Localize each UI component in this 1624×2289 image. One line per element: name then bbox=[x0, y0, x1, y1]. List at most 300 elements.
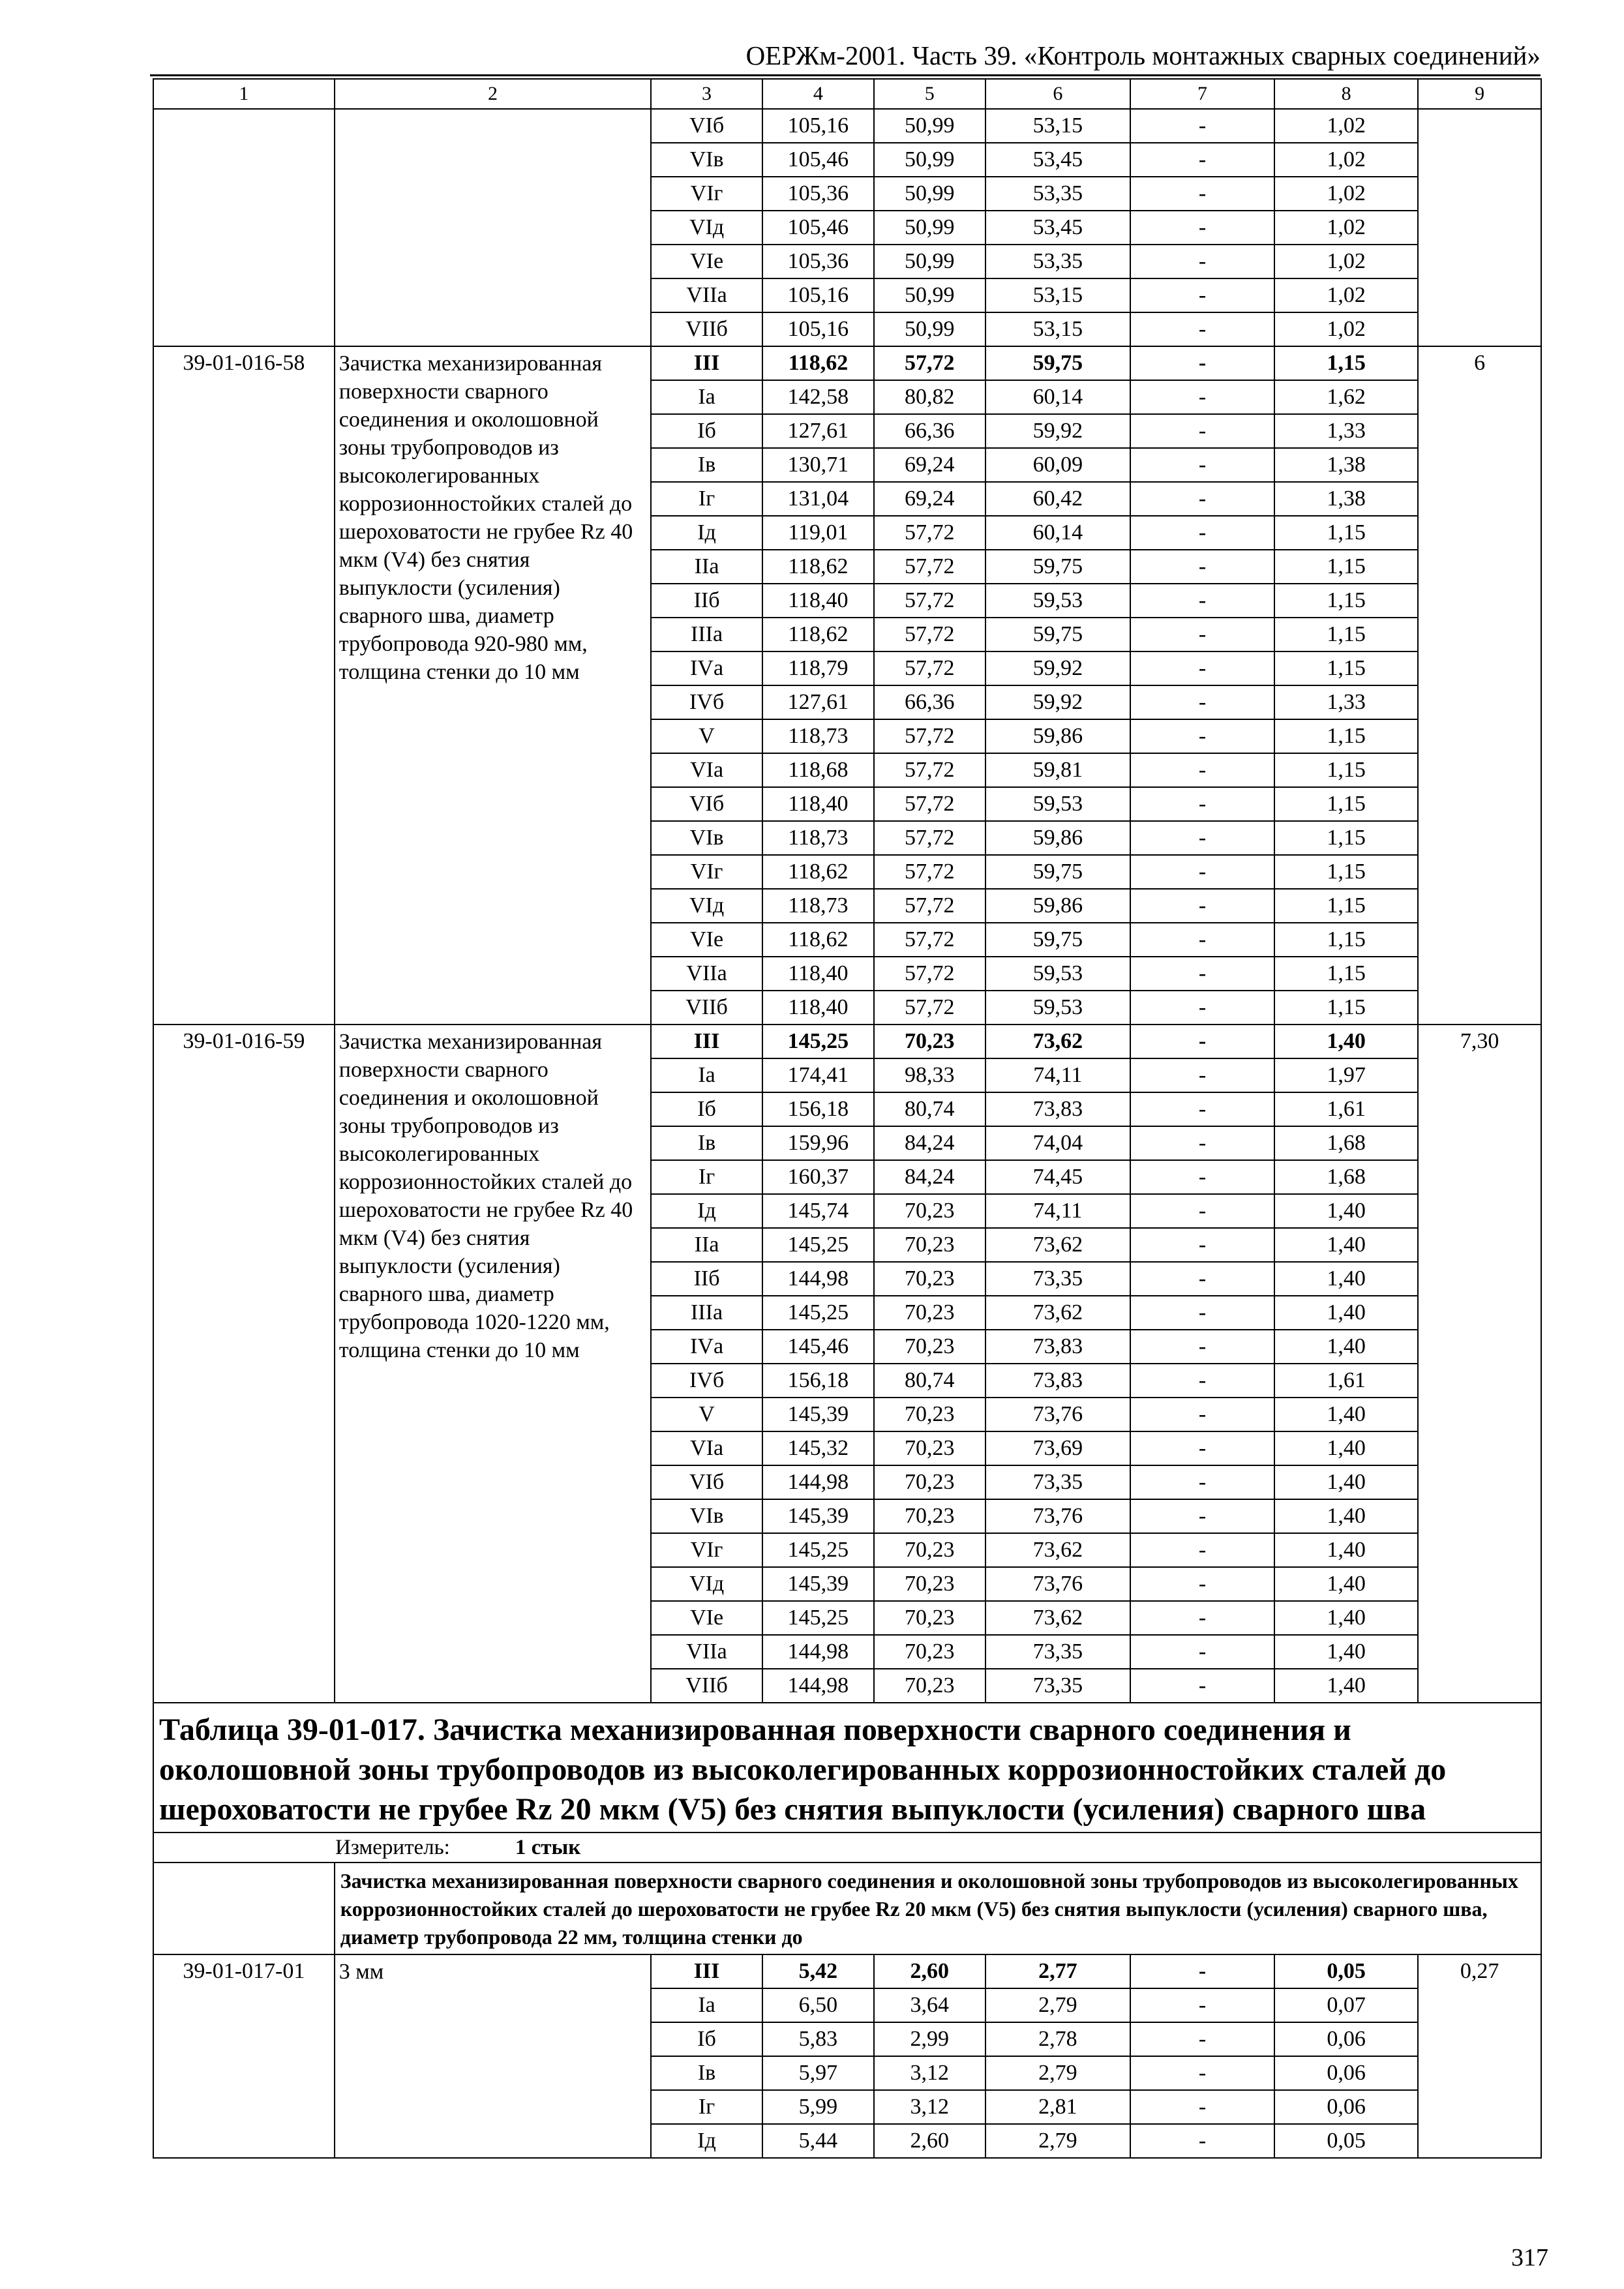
value-cell: 144,98 bbox=[762, 1465, 874, 1499]
value-cell: 1,15 bbox=[1274, 618, 1418, 651]
value-cell: 2,60 bbox=[874, 1954, 985, 1988]
value-cell: 73,83 bbox=[985, 1364, 1130, 1398]
value-cell: 1,15 bbox=[1274, 855, 1418, 889]
value-cell: 73,76 bbox=[985, 1567, 1130, 1601]
value-cell: 118,40 bbox=[762, 957, 874, 991]
value-cell: 1,38 bbox=[1274, 482, 1418, 516]
value-cell: 73,35 bbox=[985, 1262, 1130, 1296]
value-cell: 5,44 bbox=[762, 2124, 874, 2158]
zone-cell: VIIб bbox=[651, 312, 762, 346]
value-cell: - bbox=[1130, 1262, 1274, 1296]
value-cell: 57,72 bbox=[874, 719, 985, 753]
value-cell: 57,72 bbox=[874, 651, 985, 685]
value-cell: 70,23 bbox=[874, 1601, 985, 1635]
value-cell: 50,99 bbox=[874, 245, 985, 278]
value-cell: - bbox=[1130, 787, 1274, 821]
value-cell: 1,02 bbox=[1274, 312, 1418, 346]
value-cell: 1,15 bbox=[1274, 923, 1418, 957]
value-cell: - bbox=[1130, 2022, 1274, 2056]
value-cell: 145,25 bbox=[762, 1296, 874, 1330]
value-cell: 59,53 bbox=[985, 957, 1130, 991]
zone-cell: IVб bbox=[651, 685, 762, 719]
value-cell: 73,35 bbox=[985, 1635, 1130, 1669]
col9-cell: 0,27 bbox=[1418, 1954, 1541, 2158]
value-cell: 105,36 bbox=[762, 177, 874, 211]
value-cell: 50,99 bbox=[874, 211, 985, 245]
zone-cell: VIб bbox=[651, 1465, 762, 1499]
value-cell: 1,40 bbox=[1274, 1296, 1418, 1330]
column-number: 1 bbox=[153, 79, 335, 109]
value-cell: 1,40 bbox=[1274, 1499, 1418, 1533]
zone-cell: VIе bbox=[651, 923, 762, 957]
value-cell: 119,01 bbox=[762, 516, 874, 550]
measure-label: Измеритель: bbox=[335, 1836, 450, 1859]
value-cell: 57,72 bbox=[874, 550, 985, 584]
value-cell: 59,92 bbox=[985, 414, 1130, 448]
value-cell: - bbox=[1130, 991, 1274, 1025]
table-title: Таблица 39-01-017. Зачистка механизированная поверхности сварного соединения и околошовной зоны трубопроводов из высоколегированных коррозионностойких сталей до шероховатости не грубее Rz 20 мкм (V5) без снятия выпуклости (усиления) сварного шва bbox=[153, 1703, 1541, 1833]
value-cell: - bbox=[1130, 1126, 1274, 1160]
value-cell: 59,92 bbox=[985, 651, 1130, 685]
value-cell: 105,46 bbox=[762, 211, 874, 245]
value-cell: 118,73 bbox=[762, 821, 874, 855]
zone-cell: Iд bbox=[651, 2124, 762, 2158]
zone-cell: VIв bbox=[651, 1499, 762, 1533]
value-cell: 59,53 bbox=[985, 584, 1130, 618]
rates-table bbox=[153, 78, 1542, 2159]
value-cell: 1,40 bbox=[1274, 1601, 1418, 1635]
value-cell: 1,15 bbox=[1274, 991, 1418, 1025]
column-number: 4 bbox=[762, 79, 874, 109]
value-cell: - bbox=[1130, 1160, 1274, 1194]
value-cell: 118,68 bbox=[762, 753, 874, 787]
value-cell: 1,15 bbox=[1274, 584, 1418, 618]
value-cell: 0,07 bbox=[1274, 1988, 1418, 2022]
value-cell: 5,97 bbox=[762, 2056, 874, 2090]
value-cell: 118,40 bbox=[762, 991, 874, 1025]
value-cell: - bbox=[1130, 1499, 1274, 1533]
value-cell: 70,23 bbox=[874, 1228, 985, 1262]
value-cell: 1,40 bbox=[1274, 1262, 1418, 1296]
column-number: 8 bbox=[1274, 79, 1418, 109]
value-cell: 73,83 bbox=[985, 1092, 1130, 1126]
table-row bbox=[153, 109, 1541, 143]
zone-cell: VIIа bbox=[651, 957, 762, 991]
value-cell: 1,40 bbox=[1274, 1025, 1418, 1058]
value-cell: 1,02 bbox=[1274, 177, 1418, 211]
value-cell: 145,25 bbox=[762, 1601, 874, 1635]
value-cell: 145,25 bbox=[762, 1025, 874, 1058]
value-cell: 144,98 bbox=[762, 1669, 874, 1703]
value-cell: 1,33 bbox=[1274, 685, 1418, 719]
zone-cell: Iб bbox=[651, 2022, 762, 2056]
value-cell: 60,14 bbox=[985, 380, 1130, 414]
value-cell: 70,23 bbox=[874, 1025, 985, 1058]
zone-cell: VIа bbox=[651, 1431, 762, 1465]
value-cell: 84,24 bbox=[874, 1126, 985, 1160]
value-cell: 2,60 bbox=[874, 2124, 985, 2158]
value-cell: - bbox=[1130, 177, 1274, 211]
value-cell: 84,24 bbox=[874, 1160, 985, 1194]
value-cell: 73,62 bbox=[985, 1533, 1130, 1567]
col9-cell: 7,30 bbox=[1418, 1025, 1541, 1703]
value-cell: 70,23 bbox=[874, 1465, 985, 1499]
value-cell: 73,83 bbox=[985, 1330, 1130, 1364]
table-row bbox=[153, 1025, 1541, 1058]
value-cell: 66,36 bbox=[874, 685, 985, 719]
value-cell: 118,73 bbox=[762, 889, 874, 923]
value-cell: 50,99 bbox=[874, 177, 985, 211]
zone-cell: VIд bbox=[651, 889, 762, 923]
value-cell: 57,72 bbox=[874, 346, 985, 380]
value-cell: 118,62 bbox=[762, 550, 874, 584]
value-cell: 1,40 bbox=[1274, 1567, 1418, 1601]
zone-cell: VIв bbox=[651, 821, 762, 855]
zone-cell: Iг bbox=[651, 2090, 762, 2124]
measure-value: 1 стык bbox=[515, 1836, 581, 1859]
value-cell: 1,15 bbox=[1274, 550, 1418, 584]
value-cell: 53,15 bbox=[985, 312, 1130, 346]
value-cell: - bbox=[1130, 957, 1274, 991]
zone-cell: VIIа bbox=[651, 1635, 762, 1669]
value-cell: - bbox=[1130, 312, 1274, 346]
value-cell: 105,36 bbox=[762, 245, 874, 278]
value-cell: 69,24 bbox=[874, 482, 985, 516]
value-cell: 74,04 bbox=[985, 1126, 1130, 1160]
subheading: Зачистка механизированная поверхности сварного соединения и околошовной зоны трубопроводов из высоколегированных коррозионностойких сталей до шероховатости не грубее Rz 20 мкм (V5) без снятия выпуклости (усиления) сварного шва, диаметр трубопровода 22 мм, толщина стенки до bbox=[335, 1863, 1541, 1954]
rate-description: 3 мм bbox=[335, 1954, 651, 2158]
value-cell: 1,62 bbox=[1274, 380, 1418, 414]
value-cell: 118,62 bbox=[762, 618, 874, 651]
value-cell: 1,15 bbox=[1274, 346, 1418, 380]
value-cell: 131,04 bbox=[762, 482, 874, 516]
value-cell: 145,25 bbox=[762, 1533, 874, 1567]
zone-cell: VIIа bbox=[651, 278, 762, 312]
value-cell: 70,23 bbox=[874, 1262, 985, 1296]
value-cell: 1,40 bbox=[1274, 1194, 1418, 1228]
value-cell: 74,11 bbox=[985, 1194, 1130, 1228]
zone-cell: IIб bbox=[651, 584, 762, 618]
value-cell: 70,23 bbox=[874, 1296, 985, 1330]
value-cell: 118,79 bbox=[762, 651, 874, 685]
value-cell: - bbox=[1130, 1533, 1274, 1567]
value-cell: 59,75 bbox=[985, 855, 1130, 889]
value-cell: 130,71 bbox=[762, 448, 874, 482]
value-cell: 2,78 bbox=[985, 2022, 1130, 2056]
zone-cell: Iд bbox=[651, 516, 762, 550]
value-cell: 145,39 bbox=[762, 1499, 874, 1533]
measure-cell bbox=[153, 1833, 1541, 1863]
value-cell: 50,99 bbox=[874, 278, 985, 312]
value-cell: 74,45 bbox=[985, 1160, 1130, 1194]
value-cell: - bbox=[1130, 346, 1274, 380]
value-cell: 57,72 bbox=[874, 787, 985, 821]
value-cell: 2,81 bbox=[985, 2090, 1130, 2124]
value-cell: - bbox=[1130, 482, 1274, 516]
value-cell: 57,72 bbox=[874, 516, 985, 550]
value-cell: 1,97 bbox=[1274, 1058, 1418, 1092]
value-cell: 105,46 bbox=[762, 143, 874, 177]
zone-cell: Iа bbox=[651, 380, 762, 414]
value-cell: - bbox=[1130, 923, 1274, 957]
value-cell: 57,72 bbox=[874, 957, 985, 991]
value-cell: 159,96 bbox=[762, 1126, 874, 1160]
value-cell: 59,81 bbox=[985, 753, 1130, 787]
value-cell: 1,15 bbox=[1274, 821, 1418, 855]
value-cell: 1,40 bbox=[1274, 1669, 1418, 1703]
value-cell: 2,99 bbox=[874, 2022, 985, 2056]
zone-cell: IVб bbox=[651, 1364, 762, 1398]
value-cell: 50,99 bbox=[874, 312, 985, 346]
value-cell: 53,35 bbox=[985, 177, 1130, 211]
value-cell: - bbox=[1130, 414, 1274, 448]
value-cell: - bbox=[1130, 1465, 1274, 1499]
value-cell: - bbox=[1130, 651, 1274, 685]
value-cell: 1,68 bbox=[1274, 1160, 1418, 1194]
value-cell: - bbox=[1130, 2090, 1274, 2124]
value-cell: 145,74 bbox=[762, 1194, 874, 1228]
value-cell: 3,12 bbox=[874, 2090, 985, 2124]
value-cell: 1,68 bbox=[1274, 1126, 1418, 1160]
value-cell: 118,62 bbox=[762, 346, 874, 380]
value-cell: 0,06 bbox=[1274, 2056, 1418, 2090]
value-cell: 59,75 bbox=[985, 550, 1130, 584]
value-cell: 73,76 bbox=[985, 1499, 1130, 1533]
value-cell: 59,92 bbox=[985, 685, 1130, 719]
value-cell: 59,86 bbox=[985, 889, 1130, 923]
value-cell: - bbox=[1130, 1228, 1274, 1262]
table-row bbox=[153, 346, 1541, 380]
value-cell: 74,11 bbox=[985, 1058, 1130, 1092]
column-number: 3 bbox=[651, 79, 762, 109]
value-cell: 80,74 bbox=[874, 1092, 985, 1126]
col9-cell bbox=[1418, 109, 1541, 346]
value-cell: 60,14 bbox=[985, 516, 1130, 550]
value-cell: - bbox=[1130, 211, 1274, 245]
rate-description: Зачистка механизированная поверхности сварного соединения и околошовной зоны трубопроводов из высоколегированных коррозионностойких сталей до шероховатости не грубее Rz 40 мкм (V4) без снятия выпуклости (усиления) сварного шва, диаметр трубопровода 1020-1220 мм, толщина стенки до 10 мм bbox=[335, 1025, 651, 1703]
value-cell: - bbox=[1130, 2056, 1274, 2090]
value-cell: 70,23 bbox=[874, 1533, 985, 1567]
value-cell: 53,45 bbox=[985, 211, 1130, 245]
value-cell: 73,62 bbox=[985, 1025, 1130, 1058]
value-cell: 5,99 bbox=[762, 2090, 874, 2124]
value-cell: 59,86 bbox=[985, 821, 1130, 855]
value-cell: 70,23 bbox=[874, 1194, 985, 1228]
zone-cell: IVа bbox=[651, 1330, 762, 1364]
value-cell: 1,33 bbox=[1274, 414, 1418, 448]
value-cell: 1,02 bbox=[1274, 143, 1418, 177]
column-number: 5 bbox=[874, 79, 985, 109]
value-cell: 1,40 bbox=[1274, 1465, 1418, 1499]
column-number: 9 bbox=[1418, 79, 1541, 109]
value-cell: 73,62 bbox=[985, 1228, 1130, 1262]
value-cell: - bbox=[1130, 1567, 1274, 1601]
measure-row bbox=[153, 1833, 1541, 1863]
value-cell: - bbox=[1130, 109, 1274, 143]
zone-cell: IIIа bbox=[651, 618, 762, 651]
zone-cell: Iг bbox=[651, 1160, 762, 1194]
value-cell: - bbox=[1130, 516, 1274, 550]
value-cell: 80,82 bbox=[874, 380, 985, 414]
value-cell: - bbox=[1130, 821, 1274, 855]
value-cell: - bbox=[1130, 2124, 1274, 2158]
value-cell: - bbox=[1130, 1669, 1274, 1703]
value-cell: - bbox=[1130, 1988, 1274, 2022]
zone-cell: VIд bbox=[651, 211, 762, 245]
value-cell: - bbox=[1130, 1954, 1274, 1988]
value-cell: 73,35 bbox=[985, 1669, 1130, 1703]
rate-code: 39-01-017-01 bbox=[153, 1954, 335, 2158]
value-cell: 3,64 bbox=[874, 1988, 985, 2022]
zone-cell: III bbox=[651, 346, 762, 380]
value-cell: 70,23 bbox=[874, 1398, 985, 1431]
value-cell: - bbox=[1130, 584, 1274, 618]
table-title-row bbox=[153, 1703, 1541, 1833]
value-cell: 59,75 bbox=[985, 618, 1130, 651]
value-cell: 59,53 bbox=[985, 787, 1130, 821]
table-row bbox=[153, 1954, 1541, 1988]
zone-cell: III bbox=[651, 1025, 762, 1058]
value-cell: 57,72 bbox=[874, 855, 985, 889]
zone-cell: III bbox=[651, 1954, 762, 1988]
value-cell: 53,35 bbox=[985, 245, 1130, 278]
value-cell: 1,61 bbox=[1274, 1092, 1418, 1126]
value-cell: 60,42 bbox=[985, 482, 1130, 516]
empty-cell bbox=[153, 109, 335, 346]
rate-code: 39-01-016-59 bbox=[153, 1025, 335, 1703]
rate-description: Зачистка механизированная поверхности сварного соединения и околошовной зоны трубопроводов из высоколегированных коррозионностойких сталей до шероховатости не грубее Rz 40 мкм (V4) без снятия выпуклости (усиления) сварного шва, диаметр трубопровода 920-980 мм, толщина стенки до 10 мм bbox=[335, 346, 651, 1025]
value-cell: 80,74 bbox=[874, 1364, 985, 1398]
value-cell: 57,72 bbox=[874, 821, 985, 855]
value-cell: 70,23 bbox=[874, 1669, 985, 1703]
running-header: ОЕРЖм-2001. Часть 39. «Контроль монтажных сварных соединений» bbox=[150, 37, 1541, 76]
value-cell: 1,61 bbox=[1274, 1364, 1418, 1398]
value-cell: 70,23 bbox=[874, 1431, 985, 1465]
value-cell: - bbox=[1130, 1025, 1274, 1058]
rate-code: 39-01-016-58 bbox=[153, 346, 335, 1025]
zone-cell: VIб bbox=[651, 109, 762, 143]
value-cell: 70,23 bbox=[874, 1499, 985, 1533]
value-cell: 66,36 bbox=[874, 414, 985, 448]
value-cell: 53,15 bbox=[985, 278, 1130, 312]
zone-cell: IVа bbox=[651, 651, 762, 685]
value-cell: 1,15 bbox=[1274, 516, 1418, 550]
value-cell: 2,79 bbox=[985, 1988, 1130, 2022]
value-cell: 98,33 bbox=[874, 1058, 985, 1092]
zone-cell: Iа bbox=[651, 1988, 762, 2022]
value-cell: 69,24 bbox=[874, 448, 985, 482]
value-cell: 0,06 bbox=[1274, 2090, 1418, 2124]
value-cell: 118,73 bbox=[762, 719, 874, 753]
zone-cell: Iг bbox=[651, 482, 762, 516]
col9-cell: 6 bbox=[1418, 346, 1541, 1025]
value-cell: 57,72 bbox=[874, 991, 985, 1025]
value-cell: 57,72 bbox=[874, 618, 985, 651]
value-cell: - bbox=[1130, 380, 1274, 414]
value-cell: 1,02 bbox=[1274, 278, 1418, 312]
zone-cell: Iб bbox=[651, 1092, 762, 1126]
column-number: 6 bbox=[985, 79, 1130, 109]
value-cell: 53,15 bbox=[985, 109, 1130, 143]
column-number-row bbox=[153, 79, 1541, 109]
value-cell: 59,86 bbox=[985, 719, 1130, 753]
zone-cell: VIб bbox=[651, 787, 762, 821]
column-number: 2 bbox=[335, 79, 651, 109]
value-cell: 1,40 bbox=[1274, 1330, 1418, 1364]
value-cell: - bbox=[1130, 618, 1274, 651]
value-cell: 2,77 bbox=[985, 1954, 1130, 1988]
value-cell: 60,09 bbox=[985, 448, 1130, 482]
zone-cell: VIе bbox=[651, 1601, 762, 1635]
value-cell: - bbox=[1130, 1092, 1274, 1126]
value-cell: 127,61 bbox=[762, 685, 874, 719]
value-cell: 127,61 bbox=[762, 414, 874, 448]
value-cell: - bbox=[1130, 855, 1274, 889]
value-cell: 118,62 bbox=[762, 855, 874, 889]
value-cell: 70,23 bbox=[874, 1635, 985, 1669]
value-cell: 0,06 bbox=[1274, 2022, 1418, 2056]
value-cell: 59,53 bbox=[985, 991, 1130, 1025]
value-cell: 1,40 bbox=[1274, 1398, 1418, 1431]
value-cell: - bbox=[1130, 1296, 1274, 1330]
zone-cell: VIе bbox=[651, 245, 762, 278]
value-cell: 1,40 bbox=[1274, 1228, 1418, 1262]
value-cell: 5,42 bbox=[762, 1954, 874, 1988]
zone-cell: Iв bbox=[651, 448, 762, 482]
value-cell: 73,76 bbox=[985, 1398, 1130, 1431]
zone-cell: VIд bbox=[651, 1567, 762, 1601]
value-cell: 145,25 bbox=[762, 1228, 874, 1262]
value-cell: 1,15 bbox=[1274, 957, 1418, 991]
value-cell: 2,79 bbox=[985, 2124, 1130, 2158]
zone-cell: IIIа bbox=[651, 1296, 762, 1330]
value-cell: 145,39 bbox=[762, 1567, 874, 1601]
zone-cell: Iд bbox=[651, 1194, 762, 1228]
value-cell: 118,40 bbox=[762, 584, 874, 618]
value-cell: 118,62 bbox=[762, 923, 874, 957]
value-cell: 0,05 bbox=[1274, 2124, 1418, 2158]
zone-cell: IIа bbox=[651, 1228, 762, 1262]
value-cell: - bbox=[1130, 278, 1274, 312]
zone-cell: VIг bbox=[651, 855, 762, 889]
value-cell: 57,72 bbox=[874, 753, 985, 787]
zone-cell: Iв bbox=[651, 2056, 762, 2090]
zone-cell: VIг bbox=[651, 1533, 762, 1567]
zone-cell: IIа bbox=[651, 550, 762, 584]
value-cell: 1,15 bbox=[1274, 651, 1418, 685]
value-cell: - bbox=[1130, 143, 1274, 177]
value-cell: 105,16 bbox=[762, 278, 874, 312]
value-cell: - bbox=[1130, 550, 1274, 584]
value-cell: 73,69 bbox=[985, 1431, 1130, 1465]
zone-cell: VIа bbox=[651, 753, 762, 787]
value-cell: 1,40 bbox=[1274, 1635, 1418, 1669]
value-cell: 156,18 bbox=[762, 1364, 874, 1398]
value-cell: 73,35 bbox=[985, 1465, 1130, 1499]
value-cell: 59,75 bbox=[985, 346, 1130, 380]
zone-cell: VIв bbox=[651, 143, 762, 177]
value-cell: 118,40 bbox=[762, 787, 874, 821]
value-cell: 145,32 bbox=[762, 1431, 874, 1465]
value-cell: 1,40 bbox=[1274, 1431, 1418, 1465]
value-cell: 1,40 bbox=[1274, 1533, 1418, 1567]
value-cell: - bbox=[1130, 1601, 1274, 1635]
value-cell: - bbox=[1130, 685, 1274, 719]
value-cell: 57,72 bbox=[874, 923, 985, 957]
value-cell: - bbox=[1130, 245, 1274, 278]
value-cell: 73,62 bbox=[985, 1296, 1130, 1330]
value-cell: 105,16 bbox=[762, 109, 874, 143]
